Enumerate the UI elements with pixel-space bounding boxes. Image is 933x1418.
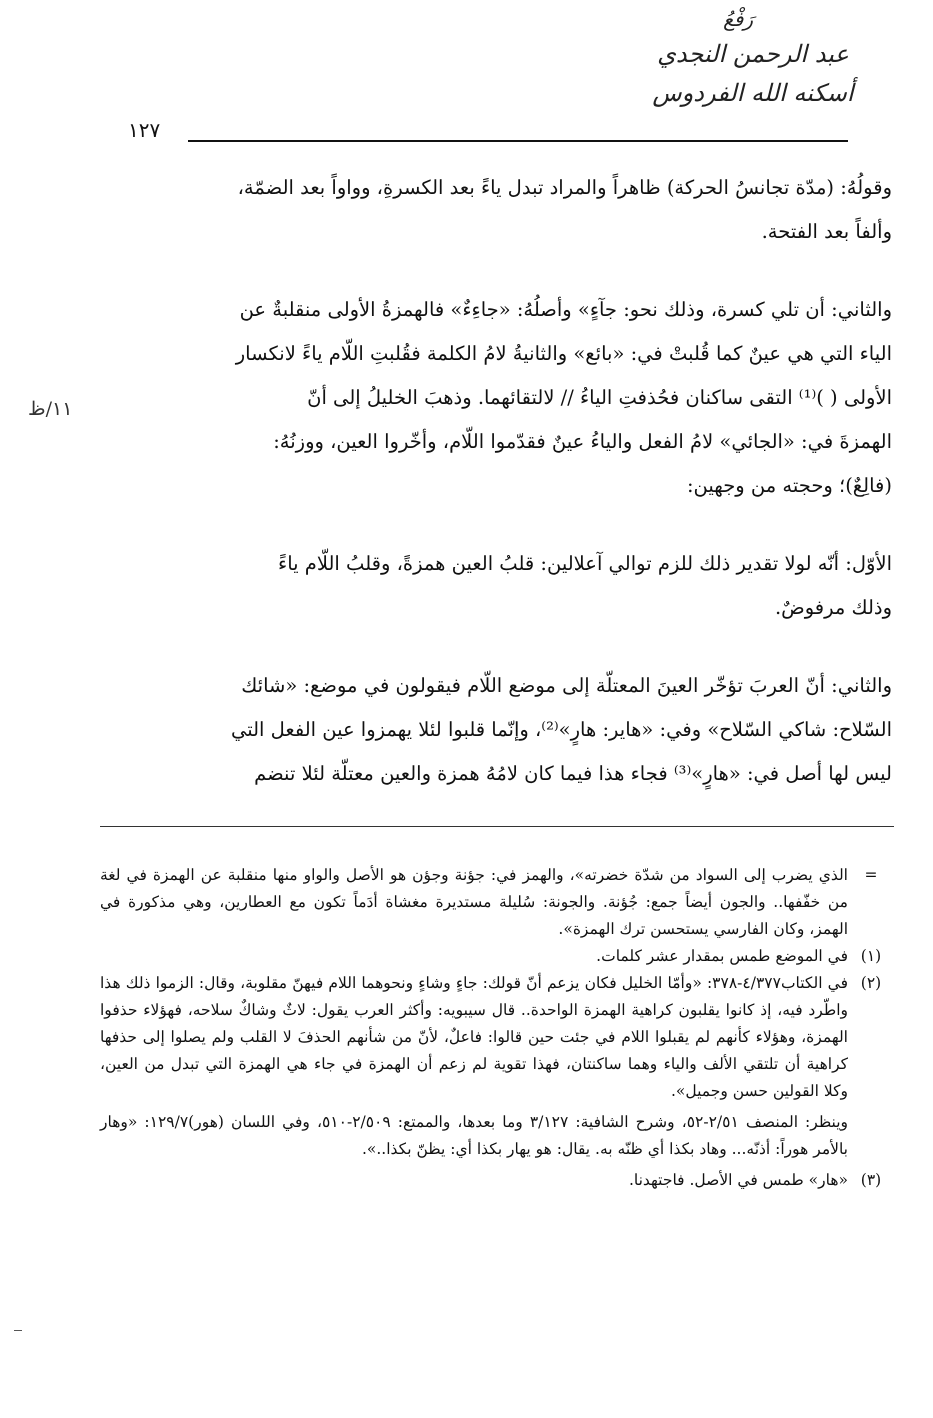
footnote-marker: = <box>864 866 878 884</box>
text-line: وذلك مرفوضٌ. <box>774 596 892 619</box>
footnote-text: «هار» طمس في الأصل. فاجتهدنا. <box>628 1171 848 1189</box>
main-text <box>150 166 892 796</box>
footnote-text: الذي يضرب إلى السواد من شدّة خضرته»، والهمز في: جؤنة وجؤن هو الأصل والواو منها منقلبة عن الهمزة في لغة من خفّفها.. والجون أيضاً جمع: جُؤنة. والجونة: سُليلة مستديرة مغشاة أدَماً تكون مع العطارين، وهي مذكورة في الهمز، وكان الفارسي يستحسن ترك الهمزة». <box>100 866 848 938</box>
footnote-marker: (٣) <box>860 1171 882 1189</box>
text-line: وألفاً بعد الفتحة. <box>761 220 892 243</box>
footnote-text: في الموضع طمس بمقدار عشر كلمات. <box>596 947 848 965</box>
margin-folio-note: ١١/ظ <box>28 398 73 420</box>
stamp-line-3: أسكنه الله الفردوس <box>652 79 854 107</box>
text-line: الهمزةَ في: «الجائي» لامُ الفعل والياءُ عينٌ فقدّموا اللّام، وأخّروا العين، ووزنُهُ: <box>273 430 892 453</box>
footnote-text: في الكتاب٤/٣٧٧-٣٧٨: «وأمّا الخليل فكان يزعم أنّ قولك: جاءٍ وشاءٍ ونحوهما اللام فيهنّ مقلوبة، وقال: الزموا ذلك هذا واطّرد فيه، إذ كانوا يقلبون كراهية الهمزة الواحدة.. قال سيبويه: وأكثر العرب يقول: لاثٌ وشاكٌ سلاحه، فهؤلاء حذفوا الهمزة، وهؤلاء كأنهم لم يقبلوا اللام في جئت حين قالوا: فاعلٌ، لأنّ من شأنهم الحذفَ لا القلب ولم يصلوا إلى حذفها كراهية أن تلتقي الألف والياء وهما ساكنتان، فهذا تقوية لم زعم أن الهمزة في جاء هي الهمزة التي تبدل من العين، وكلا القولين حسن وجميل». <box>100 974 848 1100</box>
text-line: ليس لها أصل في: «هارٍ»⁽³⁾ فجاء هذا فيما كان لامُهُ همزة والعين معتلّة لئلا تنضم <box>254 762 892 785</box>
footnote-marker: (١) <box>860 947 882 965</box>
text-line: وقولُهُ: (مدّة تجانسُ الحركة) ظاهراً والمراد تبدل ياءً بعد الكسرةِ، وواواً بعد الضمّة، <box>237 176 892 199</box>
text-line: الأولى ( )⁽¹⁾ التقى ساكنان فحُذفتِ الياءُ // لالتقائهما. وذهبَ الخليلُ إلى أنّ <box>307 386 892 409</box>
footnotes <box>100 862 894 1194</box>
stamp-line-1: رَفْعُ <box>723 7 753 31</box>
text-line: والثاني: أنّ العربَ تؤخّر العينَ المعتلّة إلى موضع اللّام فيقولون في موضع: «شائك <box>241 674 892 697</box>
footnote-marker: (٢) <box>860 974 882 992</box>
text-line: (فالِعٌ)؛ وحجته من وجهين: <box>686 474 892 497</box>
text-line: الياء التي هي عينٌ كما قُلبتْ في: «بائع» والثانيةُ لامُ الكلمة فقُلبتِ اللّام ياءً لانكسار <box>235 342 892 365</box>
footnote-continuation <box>100 862 894 943</box>
footnote-2-references: وينظر: المنصف ٢/٥١-٥٢، وشرح الشافية: ٣/١٢٧ وما بعدها، والممتع: ٢/٥٠٩-٥١٠، وفي اللسان (هور)١٢٩/٧: «وهار بالأمر هوراً: أذنّه... وهاد بكذا أي ظنّه به. يقال: هو يهار بكذا أي: يظنّ بكذا..». <box>100 1113 849 1158</box>
footnote-separator <box>100 826 894 827</box>
text-line: الأوّل: أنّه لولا تقدير ذلك للزم توالي آعلالين: قلبُ العين همزةً، وقلبُ اللّام ياءً <box>278 552 892 575</box>
margin-tick <box>14 1330 22 1331</box>
library-stamp <box>633 4 873 112</box>
footnote-3 <box>100 1167 894 1194</box>
text-line: والثاني: أن تلي كسرة، وذلك نحو: جآءٍ» وأصلُهُ: «جاءِءٌ» فالهمزةُ الأولى منقلبةٌ عن <box>239 298 892 321</box>
page-number: ١٢٧ <box>128 118 161 142</box>
footnote-2 <box>100 970 894 1105</box>
text-line: السّلاح: شاكي السّلاح» وفي: «هاير: هارٍ»⁽²⁾، وإنّما قلبوا لئلا يهمزوا عين الفعل التي <box>230 718 892 741</box>
footnote-1 <box>100 943 894 970</box>
header-rule <box>188 140 848 142</box>
stamp-line-2: عبد الرحمن النجدي <box>657 40 849 68</box>
